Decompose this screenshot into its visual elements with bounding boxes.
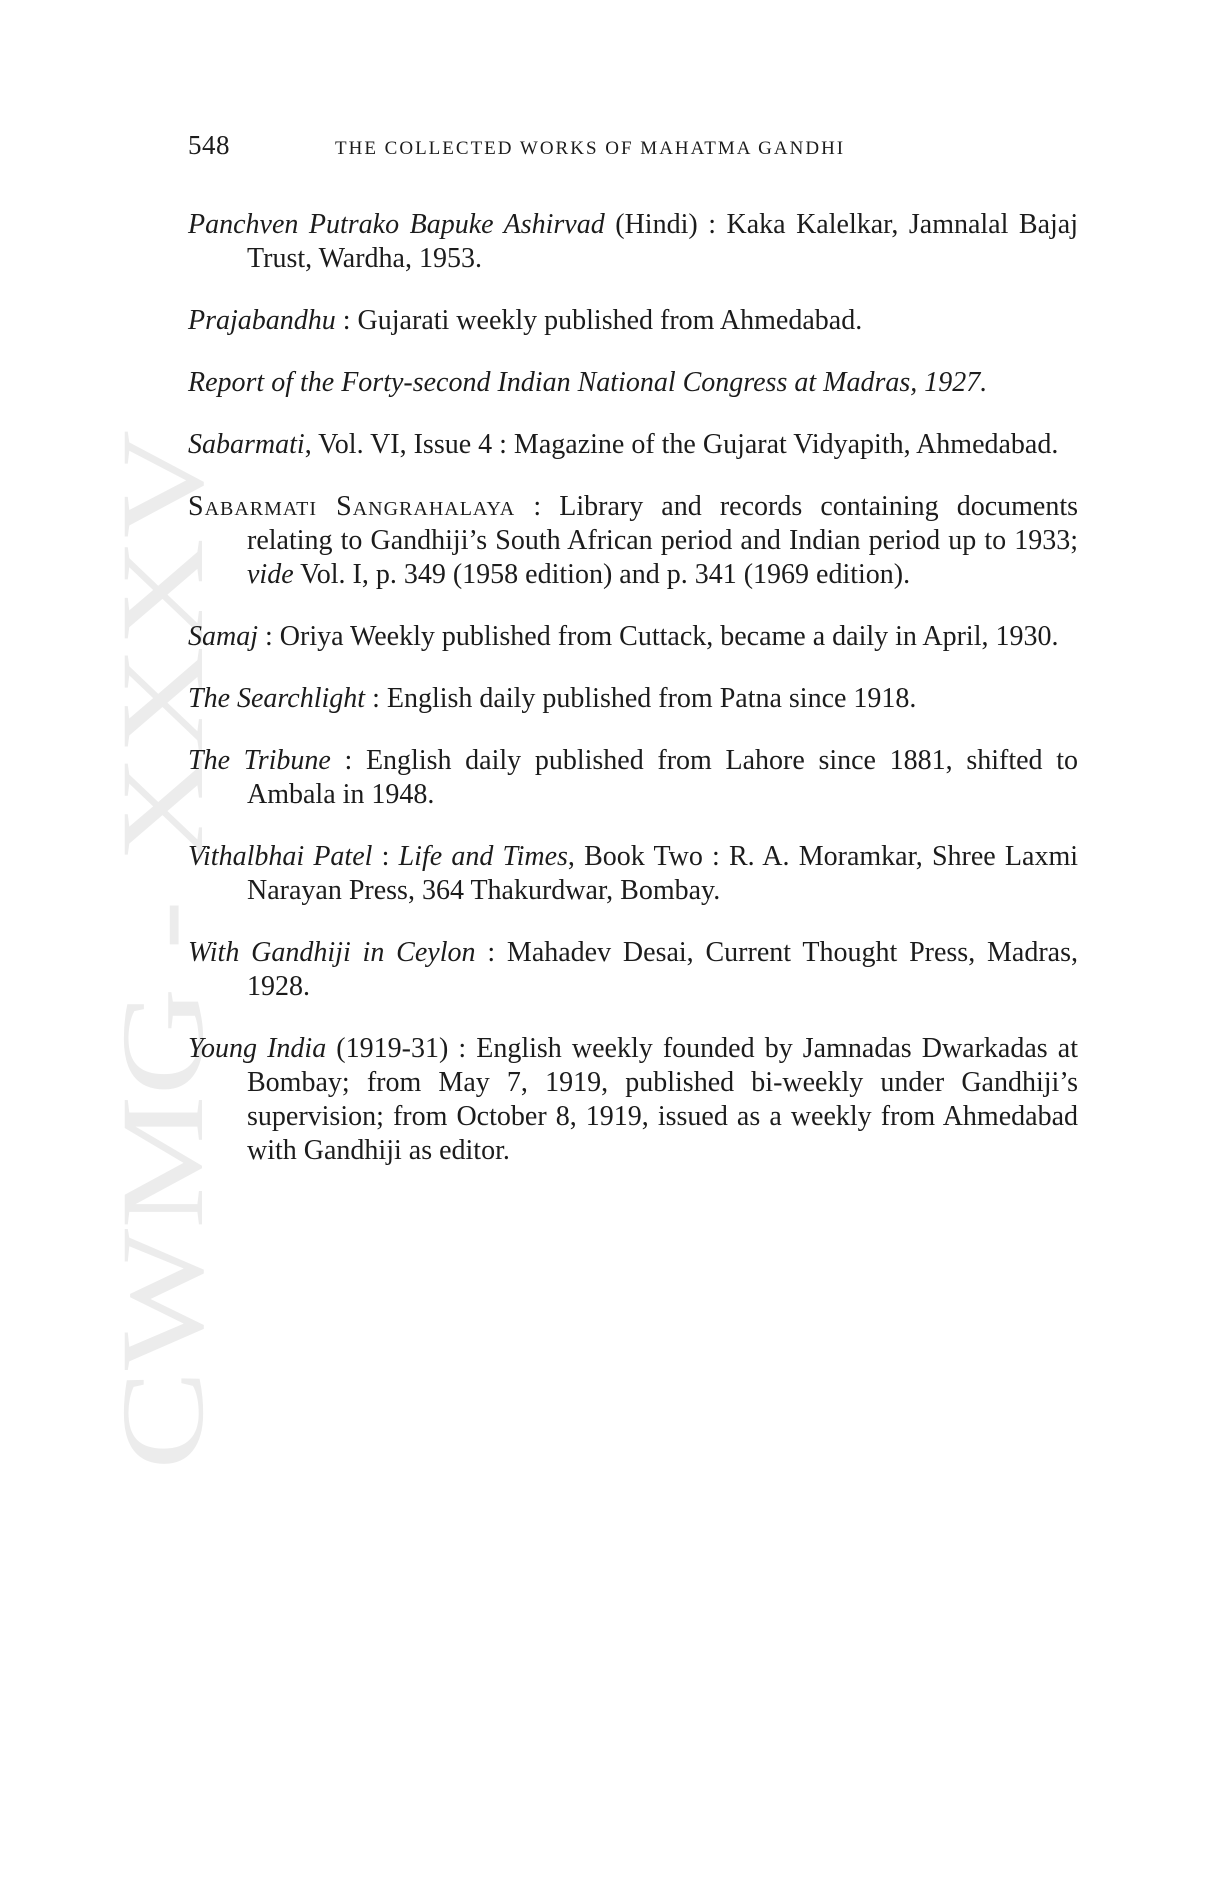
- list-item: [188, 1032, 1078, 1168]
- entry-text: (Hindi) : Kaka Kalelkar, Jamnalal Bajaj Trust, Wardha, 1953.: [247, 209, 1078, 274]
- list-item: [188, 428, 1078, 462]
- entry-title: Prajabandhu: [188, 305, 336, 336]
- page-number: 548: [188, 130, 230, 160]
- entry-title: Young India: [188, 1033, 327, 1064]
- watermark-text: CWMG - XXXV: [97, 650, 228, 1470]
- entry-text: : English daily published from Patna since 1918.: [365, 683, 917, 714]
- list-item: [188, 208, 1078, 276]
- entry-text: (1919-31) : English weekly founded by Jamnadas Dwarkadas at Bombay; from May 7, 1919, published bi-weekly under Gandhiji’s supervision; from October 8, 1919, issued as a weekly from Ahmedabad with Gandhiji as editor.: [247, 1033, 1078, 1166]
- list-item: [188, 936, 1078, 1004]
- entry-title: Sabarmati Sangrahalaya: [188, 491, 516, 522]
- entry-subtitle: Life and Times: [398, 841, 568, 872]
- list-item: [188, 840, 1078, 908]
- entry-text: : Oriya Weekly published from Cuttack, became a daily in April, 1930.: [258, 621, 1059, 652]
- entry-title: Sabarmati: [188, 429, 305, 460]
- entry-title: Report of the Forty-second Indian National Congress at Madras, 1927.: [188, 367, 988, 398]
- list-item: [188, 490, 1078, 592]
- entry-text: , Vol. VI, Issue 4 : Magazine of the Gujarat Vidyapith, Ahmedabad.: [304, 429, 1059, 460]
- list-item: [188, 620, 1078, 654]
- bibliography-list: [188, 180, 1078, 1179]
- list-item: [188, 682, 1078, 716]
- entry-text: : Mahadev Desai, Current Thought Press, Madras, 1928.: [247, 937, 1078, 1002]
- entry-text: , Book Two : R. A. Moramkar, Shree Laxmi Narayan Press, 364 Thakurdwar, Bombay.: [247, 841, 1079, 906]
- entry-text: Vol. I, p. 349 (1958 edition) and p. 341 (1969 edition).: [293, 559, 911, 590]
- entry-text: : Gujarati weekly published from Ahmedabad.: [335, 305, 863, 336]
- entry-title: Samaj: [188, 621, 258, 652]
- running-head: THE COLLECTED WORKS OF MAHATMA GANDHI: [335, 138, 846, 159]
- entry-separator: :: [372, 841, 399, 872]
- entry-title: The Tribune: [188, 745, 331, 776]
- list-item: [188, 304, 1078, 338]
- entry-title: With Gandhiji in Ceylon: [188, 937, 476, 968]
- page-header: [188, 130, 1078, 170]
- entry-vide: vide: [247, 559, 294, 590]
- entry-title: The Searchlight: [188, 683, 366, 714]
- entry-title: Vithalbhai Patel: [188, 841, 373, 872]
- entry-title: Panchven Putrako Bapuke Ashirvad: [188, 209, 605, 240]
- entry-text: : English daily published from Lahore since 1881, shifted to Ambala in 1948.: [247, 745, 1078, 810]
- entry-text: : Library and records containing documents relating to Gandhiji’s South African period and Indian period up to 1933;: [247, 491, 1078, 556]
- list-item: [188, 744, 1078, 812]
- list-item: [188, 366, 1078, 400]
